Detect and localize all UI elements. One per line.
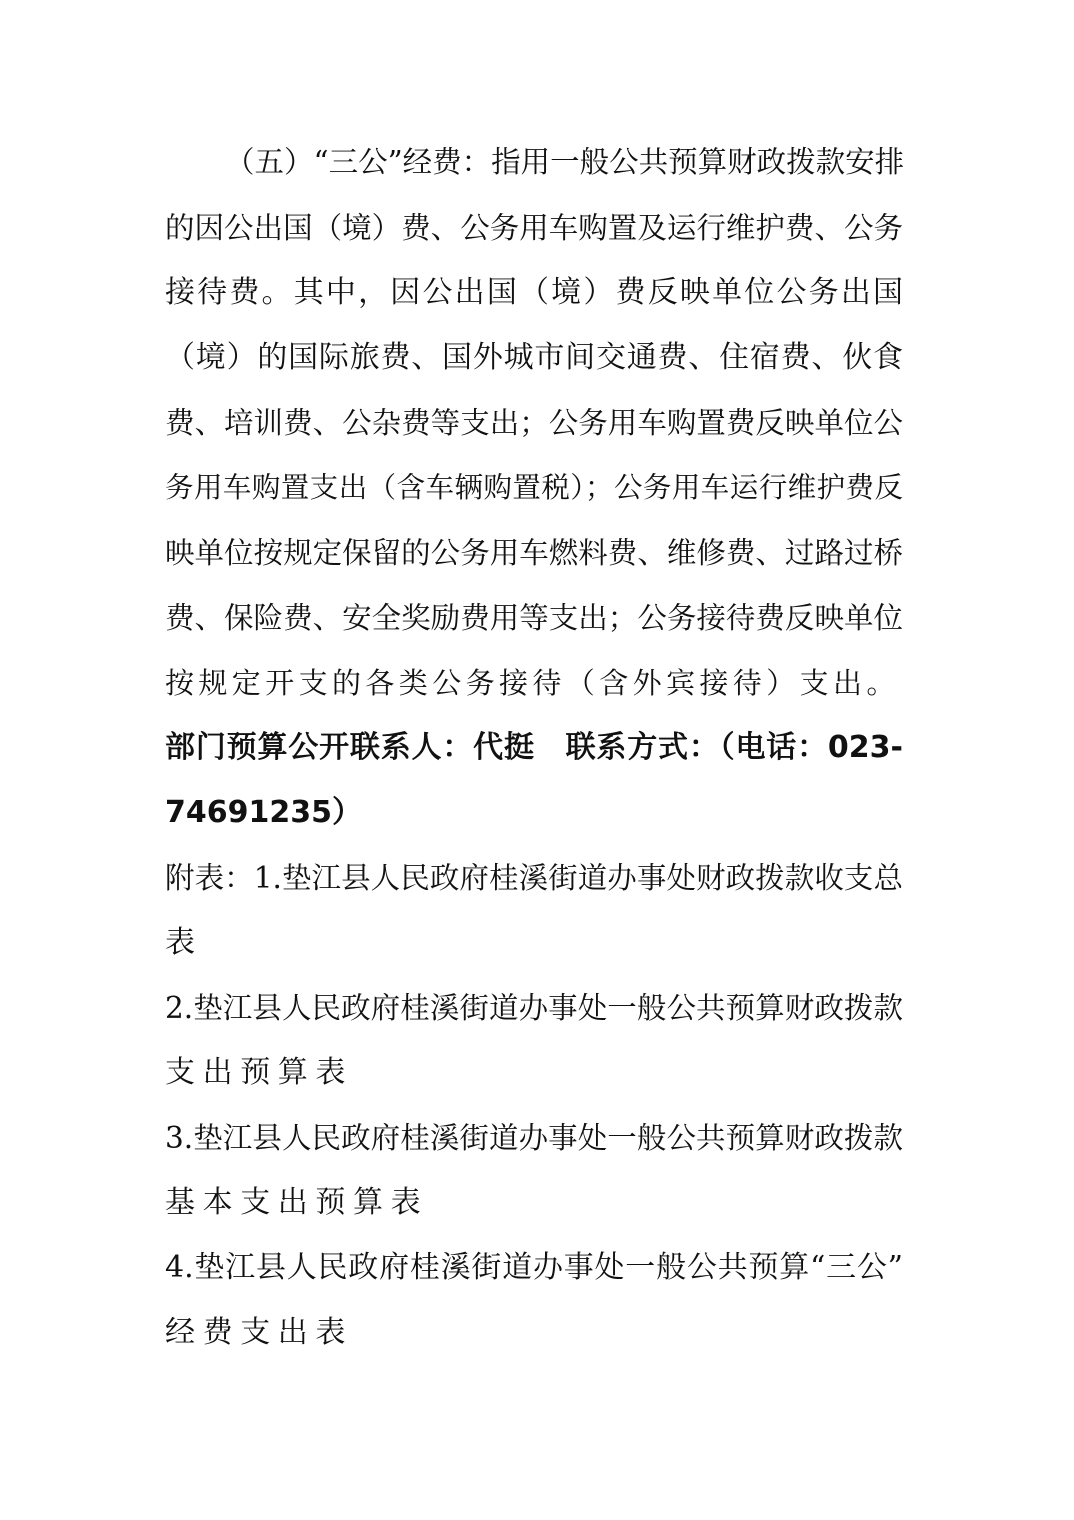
contact-phone-line: 74691235） bbox=[165, 795, 362, 830]
attachment-item-2-cont: 支出预算表 bbox=[165, 1055, 353, 1090]
paragraph-line: （五）“三公”经费：指用一般公共预算财政拨款安排 bbox=[225, 145, 905, 179]
paragraph-line: 接待费。其中，因公出国（境）费反映单位公务出国 bbox=[165, 275, 903, 310]
attachment-item-1: 附表：1.垫江县人民政府桂溪街道办事处财政拨款收支总 bbox=[165, 861, 903, 895]
attachment-item-3-cont: 基本支出预算表 bbox=[165, 1185, 429, 1220]
attachment-item-2: 2.垫江县人民政府桂溪街道办事处一般公共预算财政拨款 bbox=[165, 991, 903, 1025]
paragraph-line: 的因公出国（境）费、公务用车购置及运行维护费、公务 bbox=[165, 211, 903, 245]
paragraph-line: 按规定开支的各类公务接待（含外宾接待）支出。 bbox=[165, 666, 900, 700]
attachment-item-3: 3.垫江县人民政府桂溪街道办事处一般公共预算财政拨款 bbox=[165, 1121, 903, 1155]
paragraph-line: 费、培训费、公杂费等支出；公务用车购置费反映单位公 bbox=[165, 406, 903, 440]
attachment-item-4: 4.垫江县人民政府桂溪街道办事处一般公共预算“三公” bbox=[165, 1250, 903, 1285]
paragraph-line: 务用车购置支出（含车辆购置税）；公务用车运行维护费反 bbox=[165, 471, 903, 504]
attachment-item-4-cont: 经费支出表 bbox=[165, 1315, 353, 1350]
paragraph-line: （境）的国际旅费、国外城市间交通费、住宿费、伙食 bbox=[165, 340, 903, 375]
paragraph-line: 映单位按规定保留的公务用车燃料费、维修费、过路过桥 bbox=[165, 536, 903, 570]
contact-line: 部门预算公开联系人：代挺 联系方式：（电话：023- bbox=[165, 730, 903, 765]
attachment-item-1-cont: 表 bbox=[165, 925, 203, 960]
paragraph-line: 费、保险费、安全奖励费用等支出；公务接待费反映单位 bbox=[165, 601, 903, 635]
